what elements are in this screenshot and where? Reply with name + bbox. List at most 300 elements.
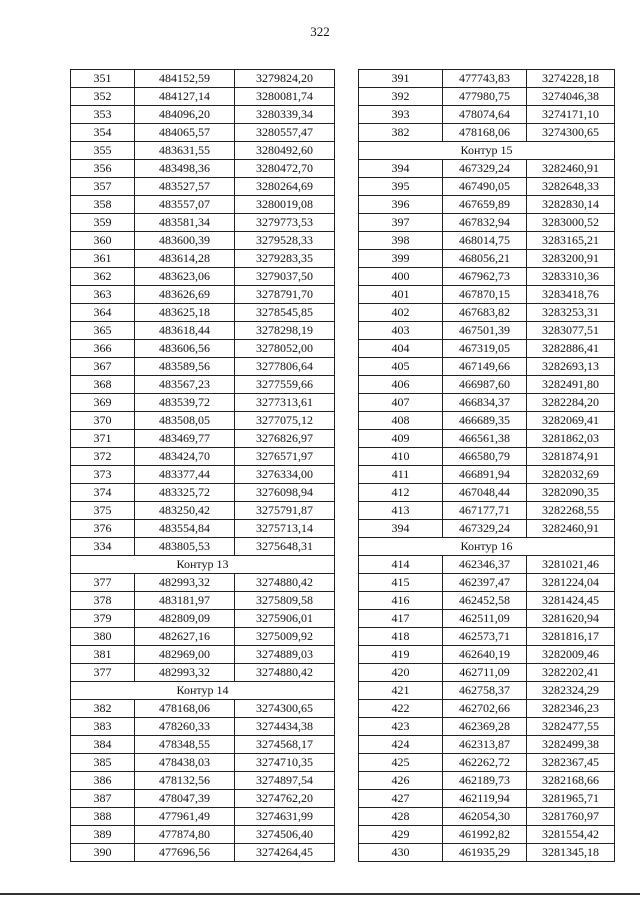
point-number-cell: 425 <box>359 754 443 772</box>
table-row <box>359 772 615 790</box>
x-coordinate-cell: 466580,79 <box>443 448 527 466</box>
point-number-cell: 418 <box>359 628 443 646</box>
table-row <box>359 376 615 394</box>
x-coordinate-cell: 468014,75 <box>443 232 527 250</box>
point-number-cell: 414 <box>359 556 443 574</box>
x-coordinate-cell: 482809,09 <box>135 610 235 628</box>
point-number-cell: 390 <box>71 844 135 862</box>
point-number-cell: 400 <box>359 268 443 286</box>
y-coordinate-cell: 3275648,31 <box>235 538 335 556</box>
x-coordinate-cell: 478132,56 <box>135 772 235 790</box>
x-coordinate-cell: 483625,18 <box>135 304 235 322</box>
table-row <box>71 628 335 646</box>
section-header-row <box>71 682 335 700</box>
x-coordinate-cell: 484127,14 <box>135 88 235 106</box>
table-row <box>359 106 615 124</box>
y-coordinate-cell: 3282168,66 <box>527 772 615 790</box>
x-coordinate-cell: 467329,24 <box>443 160 527 178</box>
y-coordinate-cell: 3279283,35 <box>235 250 335 268</box>
point-number-cell: 367 <box>71 358 135 376</box>
x-coordinate-cell: 478260,33 <box>135 718 235 736</box>
point-number-cell: 386 <box>71 772 135 790</box>
point-number-cell: 365 <box>71 322 135 340</box>
table-row <box>359 700 615 718</box>
x-coordinate-cell: 462054,30 <box>443 808 527 826</box>
x-coordinate-cell: 477696,56 <box>135 844 235 862</box>
point-number-cell: 373 <box>71 466 135 484</box>
y-coordinate-cell: 3283077,51 <box>527 322 615 340</box>
point-number-cell: 371 <box>71 430 135 448</box>
point-number-cell: 402 <box>359 304 443 322</box>
table-row <box>359 286 615 304</box>
y-coordinate-cell: 3274300,65 <box>235 700 335 718</box>
point-number-cell: 401 <box>359 286 443 304</box>
point-number-cell: 364 <box>71 304 135 322</box>
y-coordinate-cell: 3281862,03 <box>527 430 615 448</box>
x-coordinate-cell: 466891,94 <box>443 466 527 484</box>
x-coordinate-cell: 478438,03 <box>135 754 235 772</box>
y-coordinate-cell: 3279528,33 <box>235 232 335 250</box>
x-coordinate-cell: 482627,16 <box>135 628 235 646</box>
point-number-cell: 360 <box>71 232 135 250</box>
x-coordinate-cell: 478168,06 <box>135 700 235 718</box>
y-coordinate-cell: 3280557,47 <box>235 124 335 142</box>
x-coordinate-cell: 478168,06 <box>443 124 527 142</box>
table-row <box>359 250 615 268</box>
x-coordinate-cell: 467683,82 <box>443 304 527 322</box>
table-row <box>71 232 335 250</box>
x-coordinate-cell: 467329,24 <box>443 520 527 538</box>
x-coordinate-cell: 462511,09 <box>443 610 527 628</box>
y-coordinate-cell: 3275791,87 <box>235 502 335 520</box>
x-coordinate-cell: 462262,72 <box>443 754 527 772</box>
point-number-cell: 394 <box>359 520 443 538</box>
y-coordinate-cell: 3281760,97 <box>527 808 615 826</box>
y-coordinate-cell: 3281021,46 <box>527 556 615 574</box>
table-row <box>71 358 335 376</box>
x-coordinate-cell: 483581,34 <box>135 214 235 232</box>
point-number-cell: 378 <box>71 592 135 610</box>
point-number-cell: 366 <box>71 340 135 358</box>
table-row <box>71 322 335 340</box>
table-body-right <box>359 70 615 862</box>
point-number-cell: 362 <box>71 268 135 286</box>
y-coordinate-cell: 3279824,20 <box>235 70 335 88</box>
table-row <box>359 844 615 862</box>
point-number-cell: 411 <box>359 466 443 484</box>
x-coordinate-cell: 484152,59 <box>135 70 235 88</box>
x-coordinate-cell: 483539,72 <box>135 394 235 412</box>
y-coordinate-cell: 3283000,52 <box>527 214 615 232</box>
x-coordinate-cell: 483557,07 <box>135 196 235 214</box>
x-coordinate-cell: 483498,36 <box>135 160 235 178</box>
y-coordinate-cell: 3276098,94 <box>235 484 335 502</box>
table-row <box>359 322 615 340</box>
section-title: Контур 13 <box>71 556 335 574</box>
y-coordinate-cell: 3282324,29 <box>527 682 615 700</box>
x-coordinate-cell: 483626,69 <box>135 286 235 304</box>
point-number-cell: 359 <box>71 214 135 232</box>
point-number-cell: 423 <box>359 718 443 736</box>
table-row <box>359 304 615 322</box>
x-coordinate-cell: 483614,28 <box>135 250 235 268</box>
section-header-row <box>71 556 335 574</box>
table-row <box>71 394 335 412</box>
table-row <box>71 718 335 736</box>
x-coordinate-cell: 462189,73 <box>443 772 527 790</box>
point-number-cell: 421 <box>359 682 443 700</box>
y-coordinate-cell: 3282477,55 <box>527 718 615 736</box>
table-row <box>71 736 335 754</box>
point-number-cell: 353 <box>71 106 135 124</box>
table-row <box>71 376 335 394</box>
y-coordinate-cell: 3278052,00 <box>235 340 335 358</box>
point-number-cell: 384 <box>71 736 135 754</box>
point-number-cell: 357 <box>71 178 135 196</box>
table-row <box>359 430 615 448</box>
point-number-cell: 399 <box>359 250 443 268</box>
table-row <box>71 790 335 808</box>
table-row <box>71 196 335 214</box>
table-row <box>71 754 335 772</box>
x-coordinate-cell: 483600,39 <box>135 232 235 250</box>
point-number-cell: 404 <box>359 340 443 358</box>
table-row <box>359 358 615 376</box>
y-coordinate-cell: 3274300,65 <box>527 124 615 142</box>
x-coordinate-cell: 467149,66 <box>443 358 527 376</box>
table-row <box>71 448 335 466</box>
table-row <box>359 160 615 178</box>
x-coordinate-cell: 482993,32 <box>135 664 235 682</box>
x-coordinate-cell: 462346,37 <box>443 556 527 574</box>
table-row <box>71 160 335 178</box>
x-coordinate-cell: 477743,83 <box>443 70 527 88</box>
y-coordinate-cell: 3277806,64 <box>235 358 335 376</box>
table-row <box>359 502 615 520</box>
y-coordinate-cell: 3278545,85 <box>235 304 335 322</box>
y-coordinate-cell: 3282090,35 <box>527 484 615 502</box>
table-row <box>71 502 335 520</box>
point-number-cell: 381 <box>71 646 135 664</box>
table-row <box>71 142 335 160</box>
point-number-cell: 403 <box>359 322 443 340</box>
table-row <box>71 412 335 430</box>
x-coordinate-cell: 466689,35 <box>443 412 527 430</box>
y-coordinate-cell: 3281224,04 <box>527 574 615 592</box>
x-coordinate-cell: 467832,94 <box>443 214 527 232</box>
x-coordinate-cell: 462369,28 <box>443 718 527 736</box>
y-coordinate-cell: 3274897,54 <box>235 772 335 790</box>
point-number-cell: 422 <box>359 700 443 718</box>
section-header-row <box>359 538 615 556</box>
point-number-cell: 396 <box>359 196 443 214</box>
y-coordinate-cell: 3283165,21 <box>527 232 615 250</box>
table-row <box>71 124 335 142</box>
x-coordinate-cell: 467870,15 <box>443 286 527 304</box>
table-row <box>359 790 615 808</box>
table-row <box>359 232 615 250</box>
x-coordinate-cell: 477980,75 <box>443 88 527 106</box>
point-number-cell: 352 <box>71 88 135 106</box>
y-coordinate-cell: 3282069,41 <box>527 412 615 430</box>
x-coordinate-cell: 482969,00 <box>135 646 235 664</box>
table-row <box>359 808 615 826</box>
y-coordinate-cell: 3283418,76 <box>527 286 615 304</box>
y-coordinate-cell: 3282693,13 <box>527 358 615 376</box>
point-number-cell: 376 <box>71 520 135 538</box>
x-coordinate-cell: 461992,82 <box>443 826 527 844</box>
point-number-cell: 351 <box>71 70 135 88</box>
point-number-cell: 426 <box>359 772 443 790</box>
point-number-cell: 395 <box>359 178 443 196</box>
y-coordinate-cell: 3274880,42 <box>235 574 335 592</box>
table-row <box>71 340 335 358</box>
point-number-cell: 398 <box>359 232 443 250</box>
table-row <box>359 574 615 592</box>
y-coordinate-cell: 3274434,38 <box>235 718 335 736</box>
table-row <box>359 412 615 430</box>
y-coordinate-cell: 3282491,80 <box>527 376 615 394</box>
y-coordinate-cell: 3274506,40 <box>235 826 335 844</box>
table-row <box>359 196 615 214</box>
point-number-cell: 415 <box>359 574 443 592</box>
point-number-cell: 389 <box>71 826 135 844</box>
y-coordinate-cell: 3274880,42 <box>235 664 335 682</box>
point-number-cell: 419 <box>359 646 443 664</box>
y-coordinate-cell: 3282499,38 <box>527 736 615 754</box>
coordinates-table-left <box>70 69 335 862</box>
point-number-cell: 377 <box>71 574 135 592</box>
y-coordinate-cell: 3274228,18 <box>527 70 615 88</box>
x-coordinate-cell: 467490,05 <box>443 178 527 196</box>
y-coordinate-cell: 3282268,55 <box>527 502 615 520</box>
table-row <box>71 70 335 88</box>
section-title: Контур 15 <box>359 142 615 160</box>
x-coordinate-cell: 467962,73 <box>443 268 527 286</box>
point-number-cell: 407 <box>359 394 443 412</box>
point-number-cell: 374 <box>71 484 135 502</box>
y-coordinate-cell: 3278791,70 <box>235 286 335 304</box>
x-coordinate-cell: 483623,06 <box>135 268 235 286</box>
x-coordinate-cell: 467177,71 <box>443 502 527 520</box>
point-number-cell: 410 <box>359 448 443 466</box>
x-coordinate-cell: 483589,56 <box>135 358 235 376</box>
x-coordinate-cell: 483554,84 <box>135 520 235 538</box>
table-row <box>71 106 335 124</box>
y-coordinate-cell: 3277559,66 <box>235 376 335 394</box>
point-number-cell: 354 <box>71 124 135 142</box>
x-coordinate-cell: 462711,09 <box>443 664 527 682</box>
table-row <box>71 304 335 322</box>
x-coordinate-cell: 462119,94 <box>443 790 527 808</box>
x-coordinate-cell: 483618,44 <box>135 322 235 340</box>
y-coordinate-cell: 3276334,00 <box>235 466 335 484</box>
x-coordinate-cell: 483527,57 <box>135 178 235 196</box>
x-coordinate-cell: 466987,60 <box>443 376 527 394</box>
y-coordinate-cell: 3281424,45 <box>527 592 615 610</box>
table-row <box>71 484 335 502</box>
section-title: Контур 14 <box>71 682 335 700</box>
y-coordinate-cell: 3274264,45 <box>235 844 335 862</box>
table-row <box>71 592 335 610</box>
y-coordinate-cell: 3282886,41 <box>527 340 615 358</box>
point-number-cell: 424 <box>359 736 443 754</box>
table-row <box>71 844 335 862</box>
y-coordinate-cell: 3282284,20 <box>527 394 615 412</box>
point-number-cell: 385 <box>71 754 135 772</box>
table-row <box>71 520 335 538</box>
table-row <box>359 484 615 502</box>
x-coordinate-cell: 483250,42 <box>135 502 235 520</box>
y-coordinate-cell: 3281554,42 <box>527 826 615 844</box>
y-coordinate-cell: 3281345,18 <box>527 844 615 862</box>
x-coordinate-cell: 462640,19 <box>443 646 527 664</box>
x-coordinate-cell: 483469,77 <box>135 430 235 448</box>
table-row <box>71 178 335 196</box>
x-coordinate-cell: 462452,58 <box>443 592 527 610</box>
table-row <box>71 808 335 826</box>
table-row <box>71 250 335 268</box>
table-row <box>359 610 615 628</box>
x-coordinate-cell: 462573,71 <box>443 628 527 646</box>
y-coordinate-cell: 3274631,99 <box>235 808 335 826</box>
x-coordinate-cell: 484096,20 <box>135 106 235 124</box>
table-row <box>359 736 615 754</box>
table-row <box>359 340 615 358</box>
point-number-cell: 408 <box>359 412 443 430</box>
x-coordinate-cell: 483631,55 <box>135 142 235 160</box>
x-coordinate-cell: 466561,38 <box>443 430 527 448</box>
table-row <box>71 826 335 844</box>
point-number-cell: 370 <box>71 412 135 430</box>
section-header-row <box>359 142 615 160</box>
y-coordinate-cell: 3274046,38 <box>527 88 615 106</box>
y-coordinate-cell: 3281874,91 <box>527 448 615 466</box>
x-coordinate-cell: 483805,53 <box>135 538 235 556</box>
table-row <box>71 772 335 790</box>
y-coordinate-cell: 3276571,97 <box>235 448 335 466</box>
y-coordinate-cell: 3282032,69 <box>527 466 615 484</box>
table-row <box>359 646 615 664</box>
table-row <box>359 664 615 682</box>
table-row <box>71 466 335 484</box>
y-coordinate-cell: 3274568,17 <box>235 736 335 754</box>
point-number-cell: 394 <box>359 160 443 178</box>
x-coordinate-cell: 462397,47 <box>443 574 527 592</box>
table-row <box>359 628 615 646</box>
point-number-cell: 361 <box>71 250 135 268</box>
x-coordinate-cell: 483567,23 <box>135 376 235 394</box>
point-number-cell: 356 <box>71 160 135 178</box>
y-coordinate-cell: 3280339,34 <box>235 106 335 124</box>
point-number-cell: 363 <box>71 286 135 304</box>
y-coordinate-cell: 3276826,97 <box>235 430 335 448</box>
coordinates-table-right <box>358 69 615 862</box>
x-coordinate-cell: 461935,29 <box>443 844 527 862</box>
table-row <box>359 754 615 772</box>
x-coordinate-cell: 478047,39 <box>135 790 235 808</box>
table-row <box>71 646 335 664</box>
table-row <box>359 178 615 196</box>
point-number-cell: 375 <box>71 502 135 520</box>
point-number-cell: 397 <box>359 214 443 232</box>
point-number-cell: 413 <box>359 502 443 520</box>
y-coordinate-cell: 3280264,69 <box>235 178 335 196</box>
point-number-cell: 382 <box>71 700 135 718</box>
x-coordinate-cell: 467659,89 <box>443 196 527 214</box>
x-coordinate-cell: 477961,49 <box>135 808 235 826</box>
y-coordinate-cell: 3281816,17 <box>527 628 615 646</box>
x-coordinate-cell: 482993,32 <box>135 574 235 592</box>
point-number-cell: 412 <box>359 484 443 502</box>
table-row <box>71 610 335 628</box>
table-row <box>71 268 335 286</box>
table-row <box>359 466 615 484</box>
point-number-cell: 416 <box>359 592 443 610</box>
x-coordinate-cell: 467501,39 <box>443 322 527 340</box>
y-coordinate-cell: 3281965,71 <box>527 790 615 808</box>
point-number-cell: 369 <box>71 394 135 412</box>
point-number-cell: 417 <box>359 610 443 628</box>
y-coordinate-cell: 3282346,23 <box>527 700 615 718</box>
x-coordinate-cell: 483606,56 <box>135 340 235 358</box>
y-coordinate-cell: 3274710,35 <box>235 754 335 772</box>
x-coordinate-cell: 468056,21 <box>443 250 527 268</box>
x-coordinate-cell: 478074,64 <box>443 106 527 124</box>
y-coordinate-cell: 3282009,46 <box>527 646 615 664</box>
table-row <box>359 592 615 610</box>
x-coordinate-cell: 483181,97 <box>135 592 235 610</box>
y-coordinate-cell: 3283200,91 <box>527 250 615 268</box>
y-coordinate-cell: 3282460,91 <box>527 520 615 538</box>
point-number-cell: 334 <box>71 538 135 556</box>
y-coordinate-cell: 3275906,01 <box>235 610 335 628</box>
point-number-cell: 429 <box>359 826 443 844</box>
table-row <box>359 394 615 412</box>
table-body-left <box>71 70 335 862</box>
point-number-cell: 428 <box>359 808 443 826</box>
table-row <box>71 574 335 592</box>
page-bottom-border <box>0 893 640 895</box>
table-row <box>71 538 335 556</box>
y-coordinate-cell: 3275713,14 <box>235 520 335 538</box>
y-coordinate-cell: 3277075,12 <box>235 412 335 430</box>
point-number-cell: 372 <box>71 448 135 466</box>
x-coordinate-cell: 467319,05 <box>443 340 527 358</box>
point-number-cell: 380 <box>71 628 135 646</box>
y-coordinate-cell: 3280472,70 <box>235 160 335 178</box>
point-number-cell: 392 <box>359 88 443 106</box>
y-coordinate-cell: 3283253,31 <box>527 304 615 322</box>
y-coordinate-cell: 3280081,74 <box>235 88 335 106</box>
table-row <box>359 88 615 106</box>
table-row <box>359 124 615 142</box>
point-number-cell: 383 <box>71 718 135 736</box>
table-row <box>359 70 615 88</box>
y-coordinate-cell: 3274762,20 <box>235 790 335 808</box>
point-number-cell: 358 <box>71 196 135 214</box>
point-number-cell: 387 <box>71 790 135 808</box>
x-coordinate-cell: 484065,57 <box>135 124 235 142</box>
point-number-cell: 406 <box>359 376 443 394</box>
x-coordinate-cell: 462702,66 <box>443 700 527 718</box>
point-number-cell: 420 <box>359 664 443 682</box>
point-number-cell: 427 <box>359 790 443 808</box>
table-row <box>359 268 615 286</box>
y-coordinate-cell: 3279037,50 <box>235 268 335 286</box>
table-row <box>71 88 335 106</box>
table-row <box>71 286 335 304</box>
